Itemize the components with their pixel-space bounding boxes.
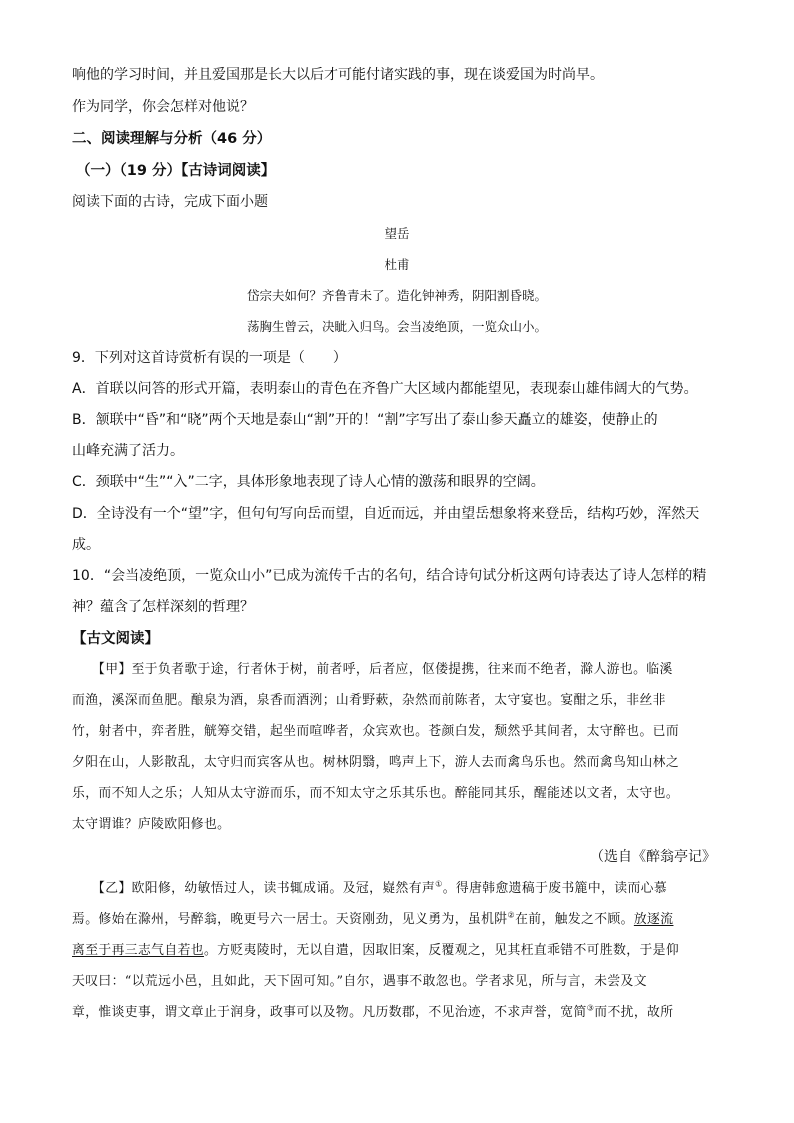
passage-yi-line-1 <box>72 880 667 898</box>
passage-source: （选自《醉翁亭记》 <box>590 849 716 865</box>
section-2-heading: 二、阅读理解与分析（46 分） <box>72 131 272 147</box>
passage-yi-text: 焉。修始在滁州，号醉翁，晚更号六一居士。天资刚劲，见义勇为，虽机阱 <box>72 912 508 927</box>
passage-yi-line-3 <box>72 942 679 960</box>
passage-jia-line-1: 【甲】至于负者歌于途，行者休于树，前者呼，后者应，伛偻提携，往来而不绝者，滁人游也。临溪 <box>72 662 673 677</box>
underlined-sentence: 放逐流 <box>633 912 674 927</box>
question-10-line-2: 神？蕴含了怎样深刻的哲理？ <box>72 599 254 615</box>
poem-title: 望岳 <box>384 226 410 241</box>
passage-jia-line-4: 夕阳在山，人影散乱，太守归而宾客从也。树林阴翳，鸣声上下，游人去而禽鸟乐也。然而禽鸟知山林之 <box>72 755 680 770</box>
question-9-option-d-line-1: D．全诗没有一个“望”字，但句句写向岳而望，自近而远，并由望岳想象将来登岳，结构巧妙，浑然天 <box>72 506 700 522</box>
poem-line-2: 荡胸生曾云，决眦入归鸟。会当凌绝顶，一览众山小。 <box>246 319 547 334</box>
passage-jia-line-5: 乐，而不知人之乐；人知从太守游而乐，而不知太守之乐其乐也。醉能同其乐，醒能述以文者，太守也。 <box>72 786 680 801</box>
question-10-line-1: 10．“会当凌绝顶，一览众山小”已成为流传千古的名句，结合诗句试分析这两句诗表达了诗人怎样的精 <box>72 568 707 584</box>
passage-yi-text: 在前，触发之不顾。 <box>515 912 634 927</box>
question-9-option-b-line-2: 山峰充满了活力。 <box>72 443 184 459</box>
question-9-option-d-line-2: 成。 <box>72 537 100 553</box>
passage-yi-text: 。方贬夷陵时，无以自遣，因取旧案，反覆观之，见其枉直乖错不可胜数，于是仰 <box>203 943 680 958</box>
part-1-heading: （一）（19 分）【古诗词阅读】 <box>76 163 276 179</box>
poem-author: 杜甫 <box>384 257 410 272</box>
question-9-option-a: A．首联以问答的形式开篇，表明泰山的青色在齐鲁广大区域内都能望见，表现泰山雄伟阔大的气势。 <box>72 381 698 397</box>
passage-jia-line-6: 太守谓谁？庐陵欧阳修也。 <box>72 817 231 832</box>
passage-yi-text: 而不扰，故所 <box>594 1005 674 1020</box>
question-9-option-b-line-1: B．颔联中“昏”和“晓”两个天地是泰山“割”开的！“割”字写出了泰山参天矗立的雄姿，使静止的 <box>72 412 658 428</box>
underlined-sentence: 离至于再三志气自若也 <box>72 943 204 958</box>
passage-yi-text: 。得唐韩愈遗稿于废书簏中，读而心慕 <box>442 881 668 896</box>
classical-reading-heading: 【古文阅读】 <box>72 631 159 647</box>
footnote-marker-1: ① <box>435 879 443 889</box>
reading-instruction: 阅读下面的古诗，完成下面小题 <box>72 194 268 210</box>
intro-line-2: 作为同学，你会怎样对他说？ <box>72 99 254 115</box>
passage-yi-line-5 <box>72 1004 673 1022</box>
intro-line-1: 响他的学习时间，并且爱国那是长大以后才可能付诸实践的事，现在谈爱国为时尚早。 <box>72 67 604 83</box>
footnote-marker-3: ③ <box>586 1003 595 1013</box>
passage-yi-line-2 <box>72 911 673 929</box>
passage-jia-line-2: 而渔，溪深而鱼肥。酿泉为酒，泉香而酒洌；山肴野蔌，杂然而前陈者，太守宴也。宴酣之乐，非丝非 <box>72 693 666 708</box>
footnote-marker-2: ② <box>507 910 516 920</box>
passage-yi-line-4: 天叹曰：“以荒远小邑，且如此，天下固可知。”自尔，遇事不敢忽也。学者求见，所与言，未尝及文 <box>72 974 647 989</box>
question-9-option-c: C．颈联中“生”“入”二字，具体形象地表现了诗人心情的激荡和眼界的空阔。 <box>72 474 545 490</box>
passage-yi-text: 【乙】欧阳修，幼敏悟过人，读书辄成诵。及冠，嶷然有声 <box>72 881 436 896</box>
poem-line-1: 岱宗夫如何？齐鲁青未了。造化钟神秀，阴阳割昏晓。 <box>246 288 547 303</box>
passage-jia-line-3: 竹，射者中，弈者胜，觥筹交错，起坐而喧哗者，众宾欢也。苍颜白发，颓然乎其间者，太守醉也。已而 <box>72 724 680 739</box>
question-9-stem: 9．下列对这首诗赏析有误的一项是（ ） <box>72 350 347 366</box>
passage-yi-text: 章，惟谈吏事，谓文章止于润身，政事可以及物。凡历数郡，不见治迹，不求声誉，宽简 <box>72 1005 587 1020</box>
